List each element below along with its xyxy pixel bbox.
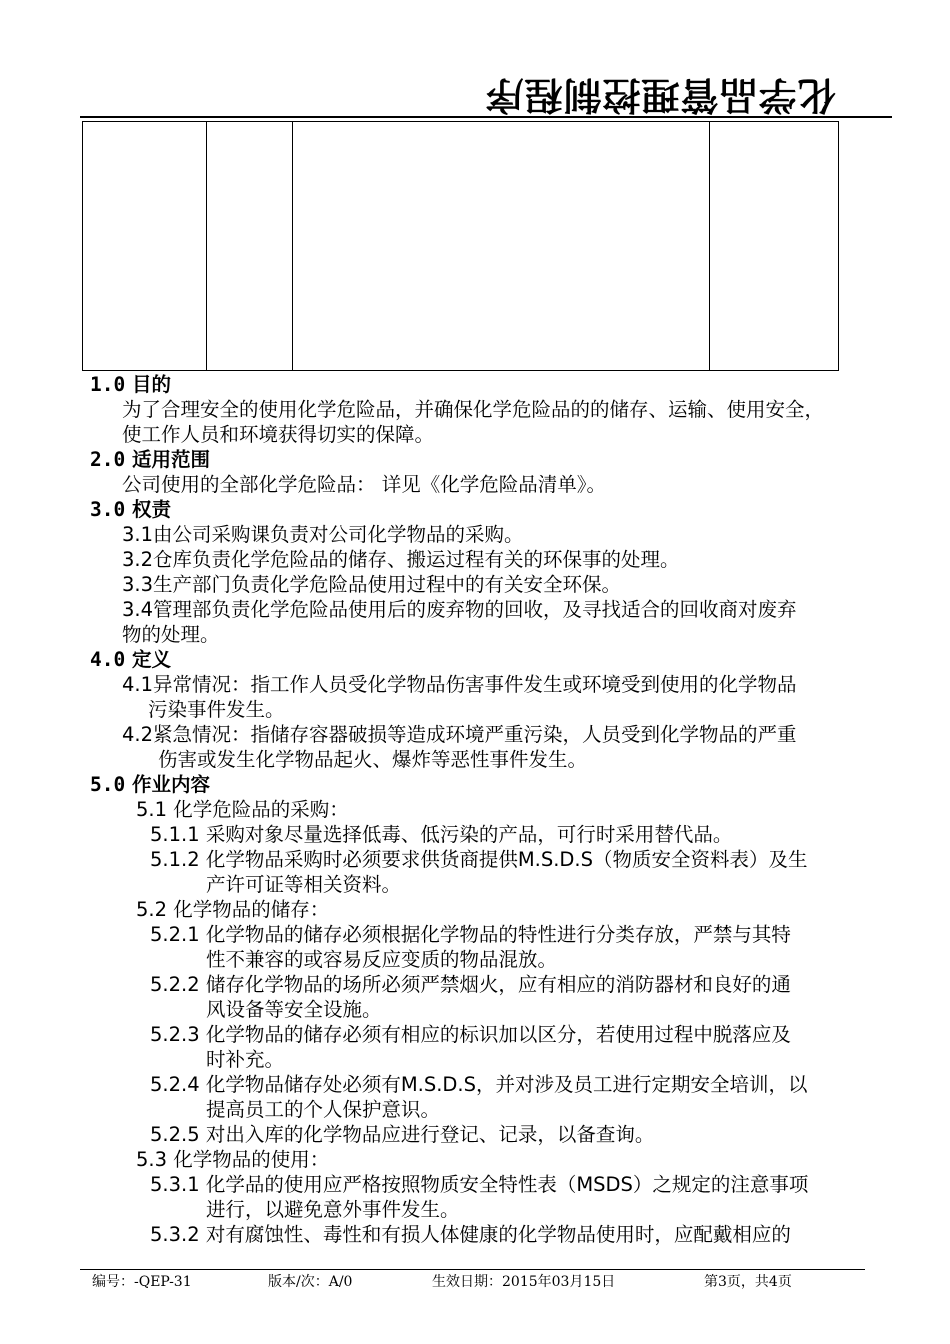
list-item-cont: 提高员工的个人保护意识。 [206,1098,441,1121]
paragraph: 使工作人员和环境获得切实的保障。 [122,423,435,446]
list-item: 3.4管理部负责化学危险品使用后的废弃物的回收，及寻找适合的回收商对废弃 [122,598,797,621]
subsection-heading: 5.1 化学危险品的采购： [136,798,349,821]
list-item-cont: 产许可证等相关资料。 [206,873,402,896]
subsection-heading: 5.2 化学物品的储存： [136,898,330,921]
header-rule [80,116,892,118]
list-item: 5.2.5 对出入库的化学物品应进行登记、记录，以备查询。 [150,1123,655,1146]
document-code: 编号：-QEP-31 [92,1274,192,1290]
footer-rule [80,1269,865,1270]
list-item: 5.1.1 采购对象尽量选择低毒、低污染的产品，可行时采用替代品。 [150,823,733,846]
list-item-cont: 物的处理。 [122,623,220,646]
list-item: 5.2.3 化学物品的储存必须有相应的标识加以区分，若使用过程中脱落应及 [150,1023,791,1046]
list-item: 5.2.4 化学物品储存处必须有M.S.D.S，并对涉及员工进行定期安全培训，以 [150,1073,808,1096]
list-item: 3.3生产部门负责化学危险品使用过程中的有关安全环保。 [122,573,622,596]
list-item-cont: 性不兼容的或容易反应变质的物品混放。 [206,948,558,971]
revision-cell [83,122,207,371]
list-item: 4.2紧急情况：指储存容器破损等造成环境严重污染，人员受到化学物品的严重 [122,723,797,746]
list-item: 5.1.2 化学物品采购时必须要求供货商提供M.S.D.S（物质安全资料表）及生 [150,848,808,871]
section-heading-purpose: 1.0 目的 [90,373,172,396]
list-item-cont: 进行，以避免意外事件发生。 [206,1198,460,1221]
effective-date: 生效日期：2015年03月15日 [432,1274,616,1290]
list-item: 4.1异常情况：指工作人员受化学物品伤害事件发生或环境受到使用的化学物品 [122,673,797,696]
list-item-cont: 污染事件发生。 [148,698,285,721]
revision-cell [710,122,839,371]
document-version: 版本/次：A/0 [268,1274,353,1290]
list-item-cont: 伤害或发生化学物品起火、爆炸等恶性事件发生。 [158,748,588,771]
revision-cell [207,122,293,371]
list-item-cont: 时补充。 [206,1048,285,1071]
revision-table [82,121,839,371]
paragraph: 为了合理安全的使用化学危险品，并确保化学危险品的的储存、运输、使用安全， [122,398,825,421]
list-item: 5.2.2 储存化学物品的场所必须严禁烟火，应有相应的消防器材和良好的通 [150,973,791,996]
page-number: 第3页，共4页 [704,1274,792,1290]
list-item: 3.2仓库负责化学危险品的储存、搬运过程有关的环保事的处理。 [122,548,680,571]
document-body [90,372,895,1247]
list-item: 5.3.1 化学品的使用应严格按照物质安全特性表（MSDS）之规定的注意事项 [150,1173,809,1196]
document-title: 化学品管理控制程序 [484,73,836,117]
page-footer [92,1271,872,1295]
list-item-cont: 风设备等安全设施。 [206,998,382,1021]
section-heading-work: 5.0 作业内容 [90,773,211,796]
section-heading-definition: 4.0 定义 [90,648,172,671]
section-heading-scope: 2.0 适用范围 [90,448,211,471]
revision-cell [293,122,710,371]
list-item: 5.3.2 对有腐蚀性、毒性和有损人体健康的化学物品使用时，应配戴相应的 [150,1223,791,1246]
list-item: 3.1由公司采购课负责对公司化学物品的采购。 [122,523,524,546]
paragraph: 公司使用的全部化学危险品： 详见《化学危险品清单》。 [122,473,606,496]
subsection-heading: 5.3 化学物品的使用： [136,1148,330,1171]
section-heading-responsibility: 3.0 权责 [90,498,172,521]
list-item: 5.2.1 化学物品的储存必须根据化学物品的特性进行分类存放，严禁与其特 [150,923,791,946]
